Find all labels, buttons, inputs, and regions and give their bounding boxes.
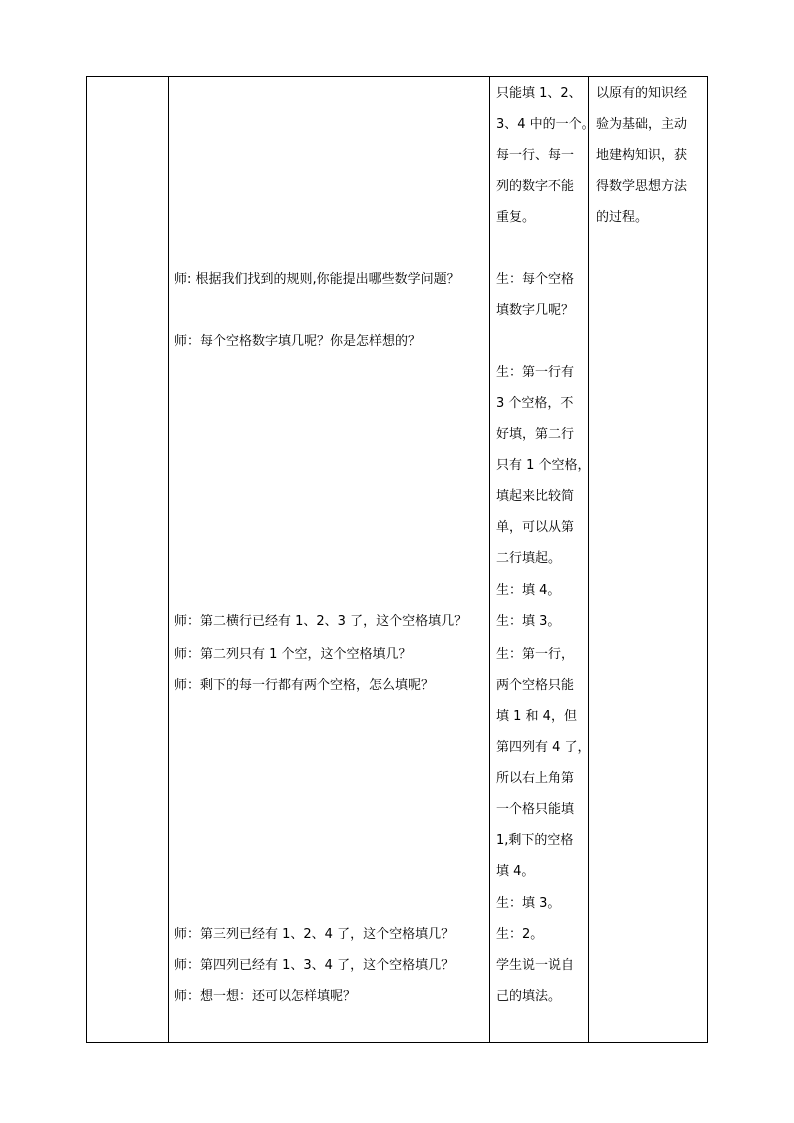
student-line: 重复。 xyxy=(496,210,536,225)
teacher-line: 师：第四列已经有 1、3、4 了，这个空格填几？ xyxy=(174,958,455,973)
teacher-line: 师：每个空格数字填几呢？你是怎样想的？ xyxy=(174,334,422,349)
student-line: 3 个空格，不 xyxy=(496,396,574,411)
student-line: 生：每个空格 xyxy=(496,272,575,287)
student-line: 只有 1 个空格， xyxy=(496,458,591,473)
student-line: 生：2。 xyxy=(496,927,544,942)
intent-line: 以原有的知识经 xyxy=(596,86,688,101)
student-line: 1,剩下的空格 xyxy=(496,833,574,848)
intent-line: 得数学思想方法 xyxy=(596,179,688,194)
student-line: 生：第一行， xyxy=(496,647,575,662)
column-divider-3 xyxy=(588,77,589,1042)
student-line: 列的数字不能 xyxy=(496,179,575,194)
student-line: 两个空格只能 xyxy=(496,678,575,693)
student-line: 生：填 4。 xyxy=(496,583,561,598)
teacher-line: 师: 根据我们找到的规则,你能提出哪些数学问题？ xyxy=(174,272,460,287)
student-line: 生：填 3。 xyxy=(496,896,561,911)
student-line: 填起来比较简 xyxy=(496,489,575,504)
student-line: 3、4 中的一个。 xyxy=(496,117,595,132)
student-line: 所以右上角第 xyxy=(496,771,575,786)
teacher-line: 师：第三列已经有 1、2、4 了，这个空格填几？ xyxy=(174,927,455,942)
student-line: 一个格只能填 xyxy=(496,802,575,817)
student-line: 学生说一说自 xyxy=(496,958,575,973)
teacher-line: 师：剩下的每一行都有两个空格，怎么填呢？ xyxy=(174,678,435,693)
column-divider-1 xyxy=(168,77,169,1042)
student-line: 单，可以从第 xyxy=(496,520,575,535)
student-line: 每一行、每一 xyxy=(496,148,575,163)
student-line: 生：第一行有 xyxy=(496,365,575,380)
intent-line: 验为基础，主动 xyxy=(596,117,688,132)
student-line: 第四列有 4 了， xyxy=(496,740,591,755)
student-line: 只能填 1、2、 xyxy=(496,86,582,101)
student-line: 己的填法。 xyxy=(496,989,562,1004)
student-line: 填 1 和 4，但 xyxy=(496,709,577,724)
teacher-line: 师：第二列只有 1 个空，这个空格填几？ xyxy=(174,647,412,662)
column-divider-2 xyxy=(489,77,490,1042)
student-line: 二行填起。 xyxy=(496,551,562,566)
teacher-line: 师：想一想：还可以怎样填呢？ xyxy=(174,989,357,1004)
intent-line: 地建构知识，获 xyxy=(596,148,688,163)
teacher-line: 师：第二横行已经有 1、2、3 了，这个空格填几？ xyxy=(174,614,468,629)
student-line: 好填，第二行 xyxy=(496,427,575,442)
student-line: 填 4。 xyxy=(496,864,535,879)
student-line: 填数字几呢？ xyxy=(496,303,575,318)
intent-line: 的过程。 xyxy=(596,210,649,225)
student-line: 生：填 3。 xyxy=(496,614,561,629)
